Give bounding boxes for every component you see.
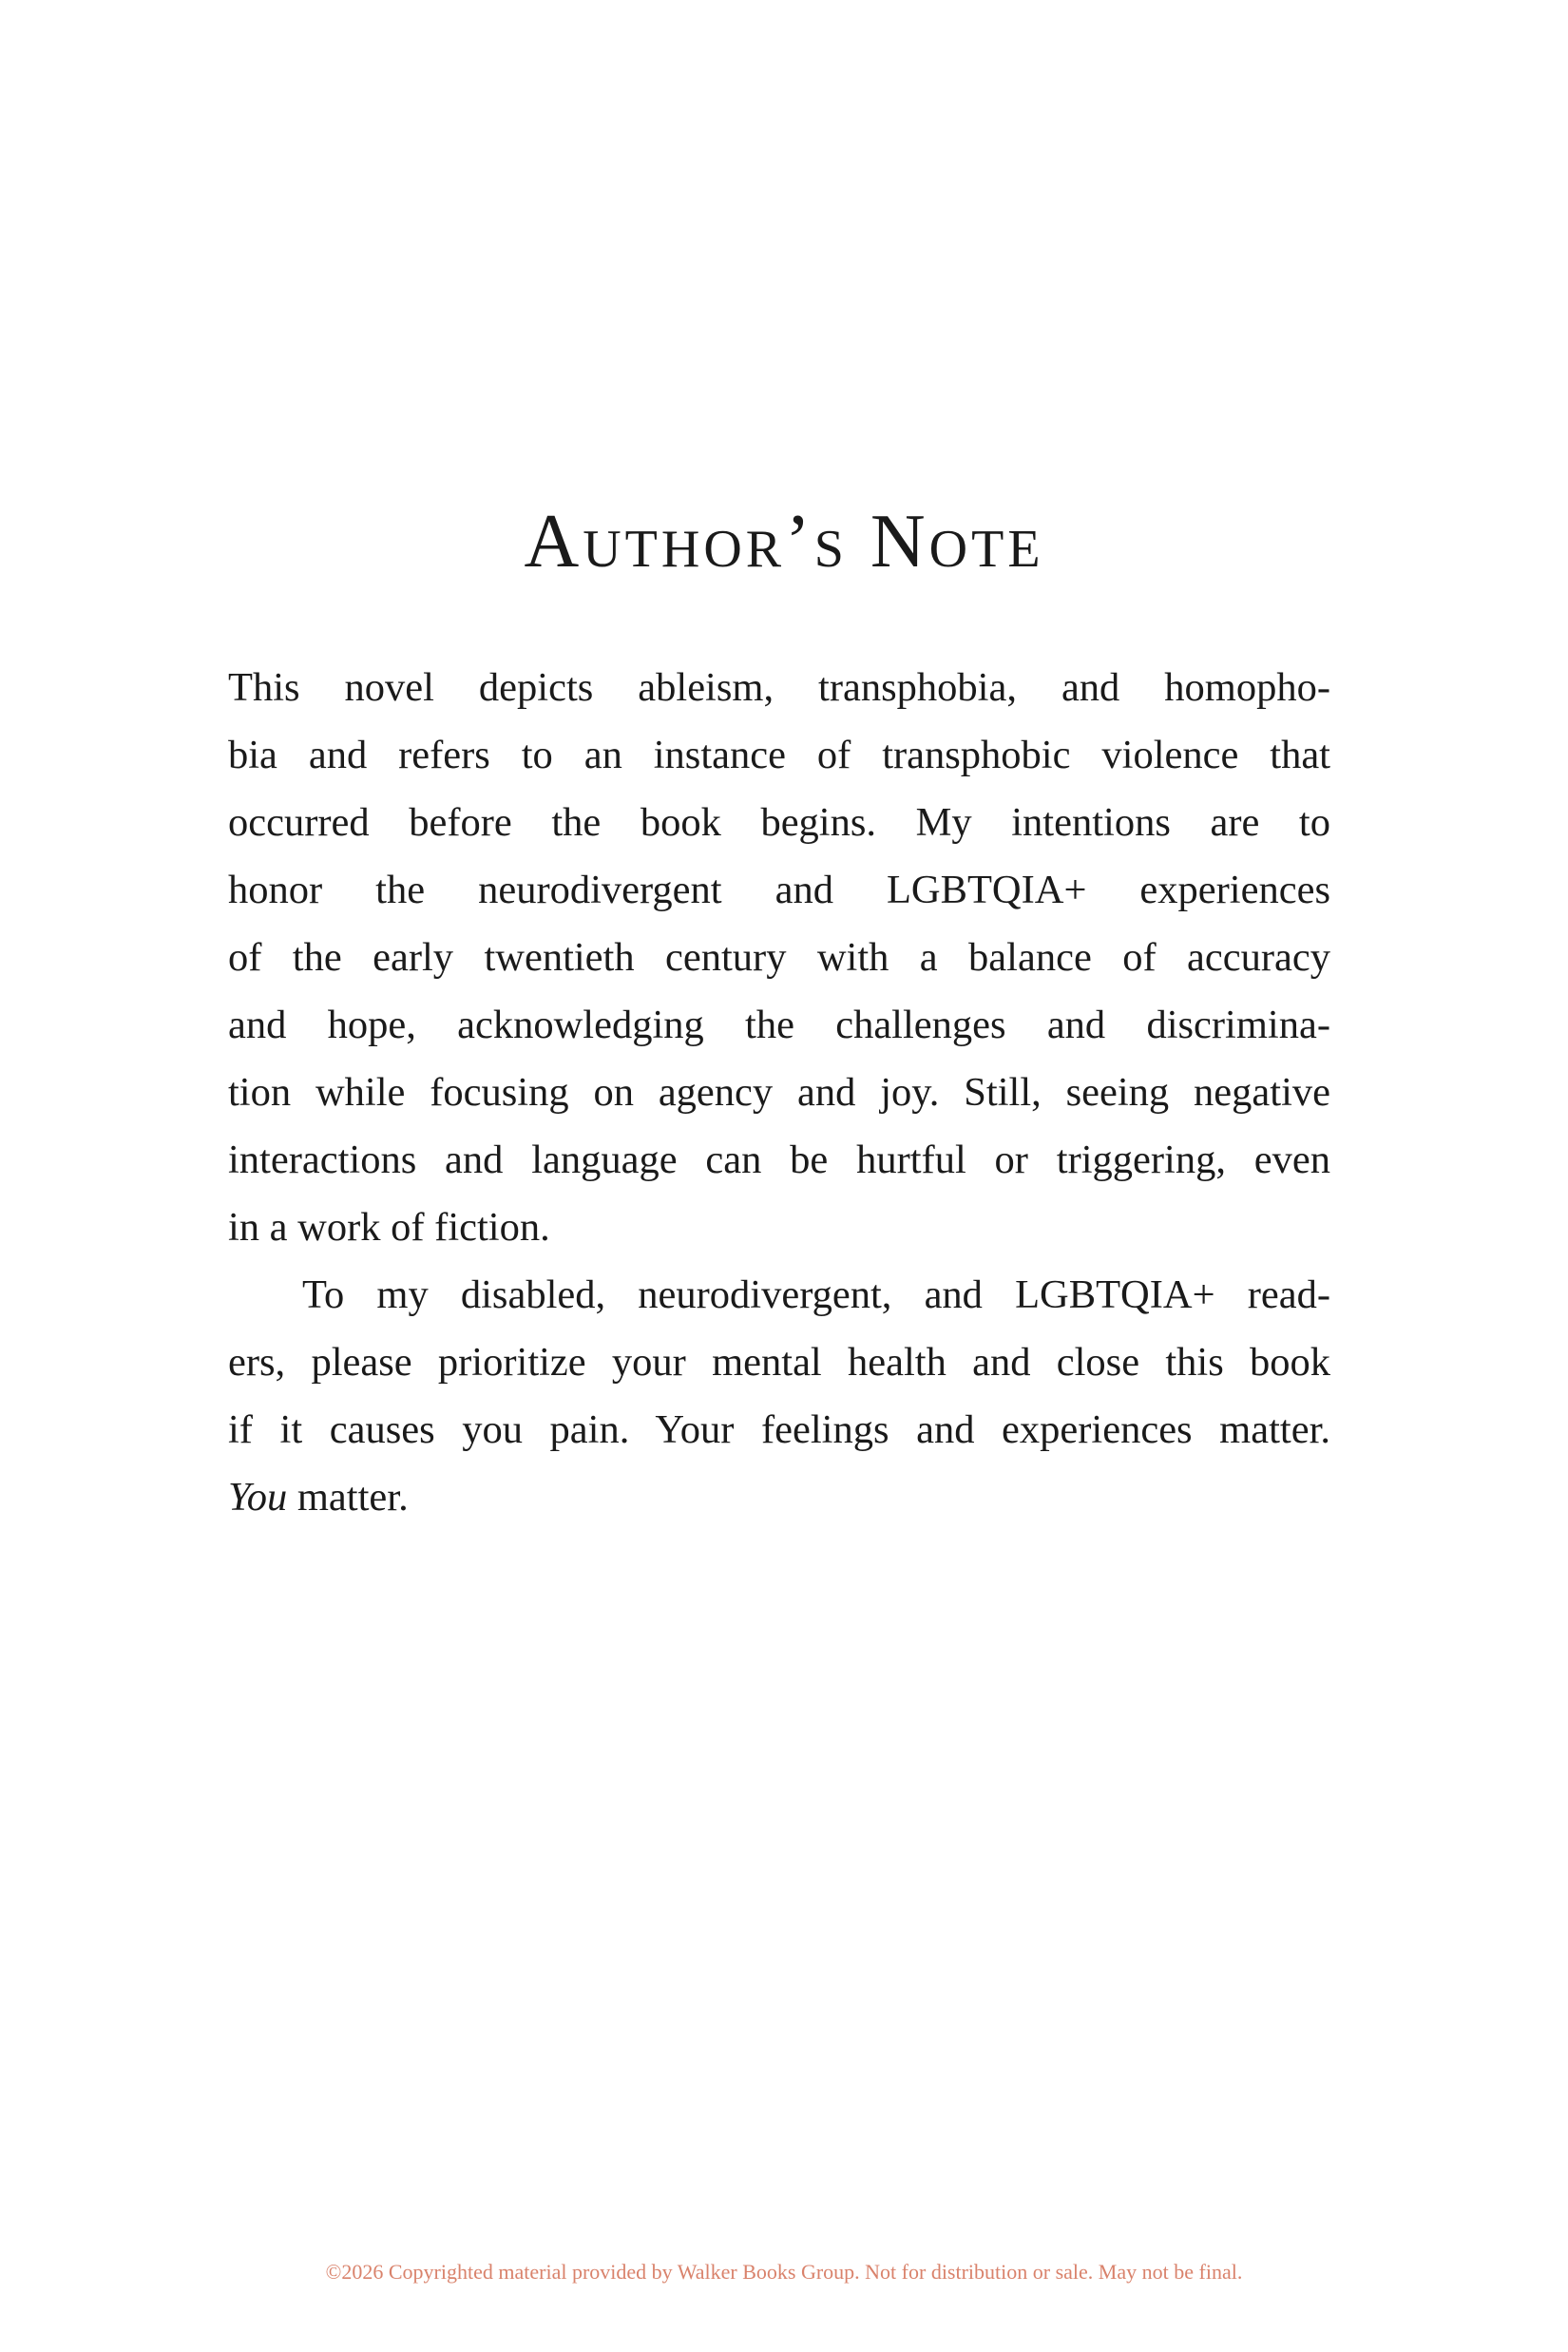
text-line: This novel depicts ableism, transphobia, and homopho- xyxy=(228,665,1330,710)
text-line: bia and refers to an instance of transphobic violence that xyxy=(228,733,1330,777)
paragraph-1 xyxy=(228,654,1330,1261)
text-line: occurred before the book begins. My intentions are to xyxy=(228,800,1330,845)
paragraph-2 xyxy=(228,1261,1330,1531)
text-line: if it causes you pain. Your feelings and experiences matter. xyxy=(228,1407,1330,1452)
text-line: tion while focusing on agency and joy. Still, seeing negative xyxy=(228,1070,1330,1115)
text-line: To my disabled, neurodivergent, and LGBTQIA+ read- xyxy=(302,1272,1330,1317)
text-line: honor the neurodivergent and LGBTQIA+ experiences xyxy=(228,868,1330,912)
author-note-body xyxy=(228,654,1330,1531)
final-text: matter. xyxy=(287,1475,409,1520)
copyright-footer: ©2026 Copyrighted material provided by Walker Books Group. Not for distribution or sale. May not be final. xyxy=(325,2260,1243,2284)
page-title: Author’s Note xyxy=(524,500,1044,583)
text-line: and hope, acknowledging the challenges and discrimina- xyxy=(228,1003,1330,1047)
text-line: of the early twentieth century with a balance of accuracy xyxy=(228,935,1330,980)
emphasis-you: You xyxy=(228,1475,288,1520)
text-line-final xyxy=(228,1463,1330,1531)
text-line: ers, please prioritize your mental health and close this book xyxy=(228,1340,1330,1385)
text-line: in a work of fiction. xyxy=(228,1205,550,1250)
text-line: interactions and language can be hurtful or triggering, even xyxy=(228,1138,1330,1182)
